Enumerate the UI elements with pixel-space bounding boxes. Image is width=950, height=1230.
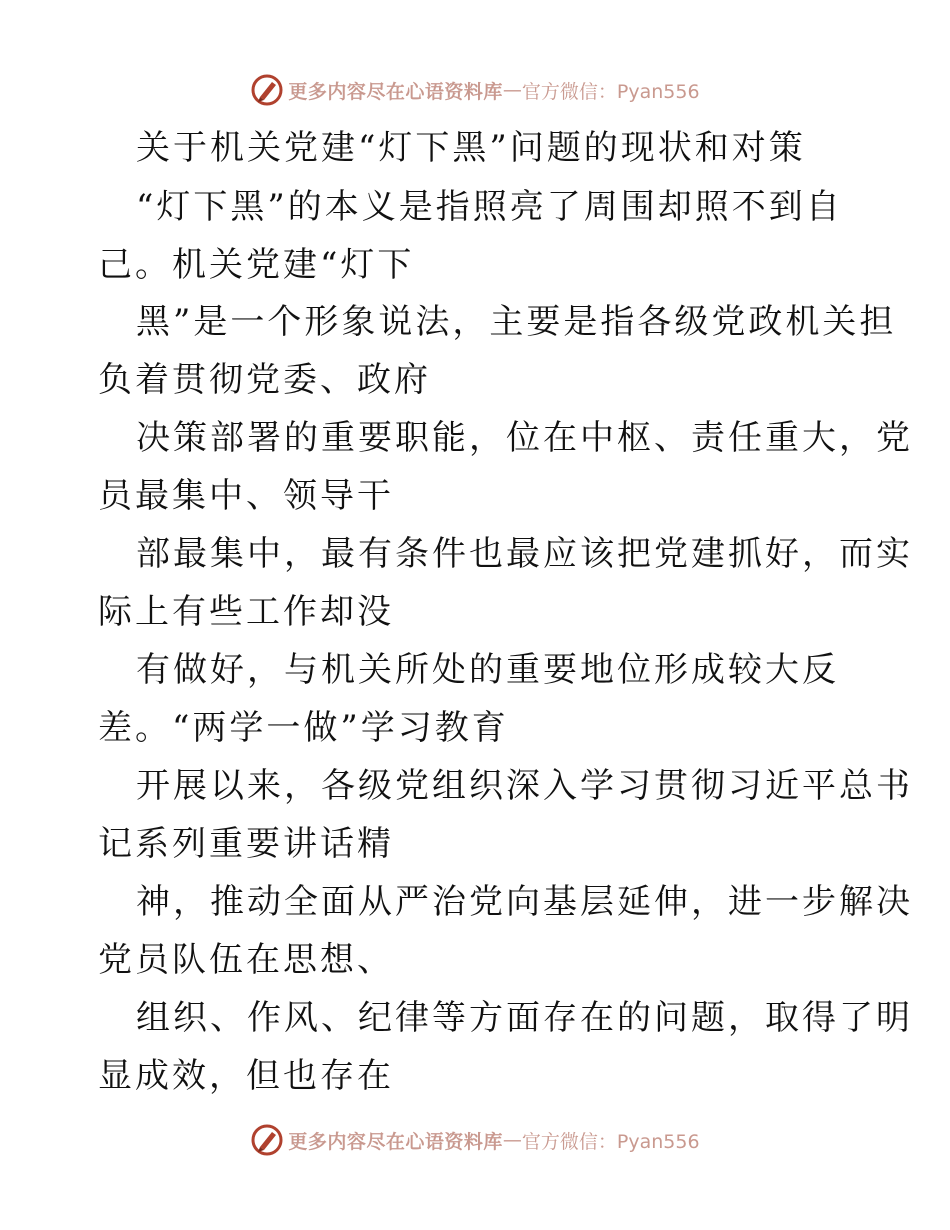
text-line: 神，推动全面从严治党向基层延伸，进一步解决 [136, 882, 913, 922]
text-line: 党员队伍在思想、 [98, 940, 394, 980]
document-title: 关于机关党建“灯下黑”问题的现状和对策 [136, 128, 806, 168]
pen-logo-icon [250, 73, 284, 107]
banner-separator: — [502, 1129, 522, 1151]
text-line: 员最集中、领导干 [98, 476, 394, 516]
text-line: “灯下黑”的本义是指照亮了周围却照不到自 [136, 187, 843, 227]
text-line: 差。“两学一做”学习教育 [98, 708, 509, 748]
text-line: 记系列重要讲话精 [98, 824, 394, 864]
footer-banner [0, 1120, 950, 1160]
text-line: 组织、作风、纪律等方面存在的问题，取得了明 [136, 998, 913, 1038]
text-line: 负着贯彻党委、政府 [98, 360, 431, 400]
pen-logo-icon [250, 1123, 284, 1157]
text-line: 决策部署的重要职能，位在中枢、责任重大，党 [136, 418, 913, 458]
text-line: 己。机关党建“灯下 [98, 245, 415, 285]
banner-contact: 官方微信：Pyan556 [521, 1130, 700, 1153]
banner-separator: — [502, 79, 522, 101]
text-line: 有做好，与机关所处的重要地位形成较大反 [136, 650, 839, 690]
banner-contact: 官方微信：Pyan556 [521, 80, 700, 103]
text-line: 开展以来，各级党组织深入学习贯彻习近平总书 [136, 766, 913, 806]
text-line: 部最集中，最有条件也最应该把党建抓好，而实 [136, 534, 913, 574]
text-line: 黑”是一个形象说法，主要是指各级党政机关担 [136, 302, 897, 342]
header-banner [0, 70, 950, 110]
banner-slogan: 更多内容尽在心语资料库 [288, 80, 503, 103]
text-line: 际上有些工作却没 [98, 592, 394, 632]
text-line: 显成效，但也存在 [98, 1056, 394, 1096]
banner-slogan: 更多内容尽在心语资料库 [288, 1130, 503, 1153]
